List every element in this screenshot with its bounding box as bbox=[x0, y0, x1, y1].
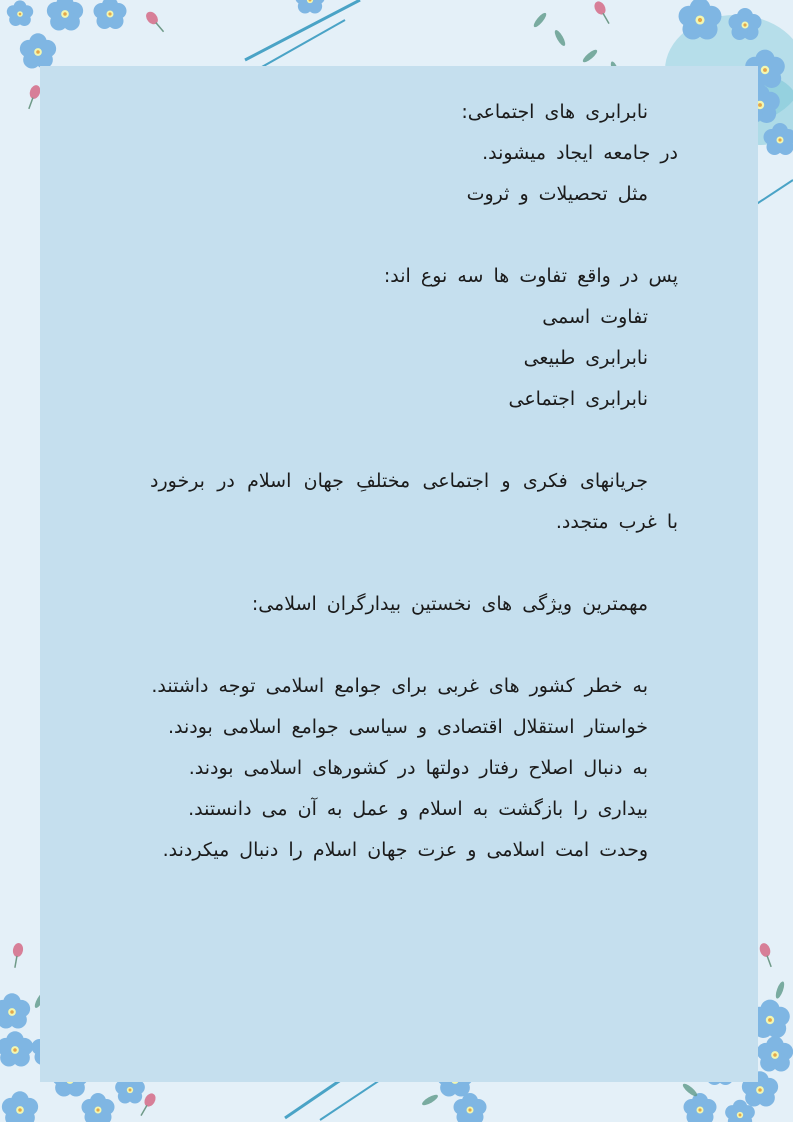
document-body bbox=[150, 92, 678, 871]
text-paragraph: وحدت امت اسلامی و عزت جهان اسلام را دنبال میکردند. bbox=[162, 839, 648, 861]
text-line: مهمترین ویژگی های نخستین بیدارگران اسلامی: bbox=[251, 593, 648, 615]
text-paragraph: به دنبال اصلاح رفتار دولتها در کشورهای اسلامی بودند. bbox=[188, 757, 648, 779]
text-paragraph: بیداری را بازگشت به اسلام و عمل به آن می دانستند. bbox=[188, 798, 648, 820]
text-line: نابرابری طبیعی bbox=[523, 347, 648, 369]
text-line: پس در واقع تفاوت ها سه نوع اند: bbox=[383, 265, 678, 287]
forget-me-not-flower-icon bbox=[47, 0, 83, 31]
pink-bud-icon bbox=[144, 9, 168, 35]
text-line: مثل تحصیلات و ثروت bbox=[466, 183, 648, 205]
text-line: در جامعه ایجاد میشوند. bbox=[482, 142, 678, 164]
text-line: تفاوت اسمی bbox=[542, 306, 648, 328]
text-paragraph: خواستار استقلال اقتصادی و سیاسی جوامع اسلامی بودند. bbox=[167, 716, 648, 738]
text-line: نابرابری های اجتماعی: bbox=[461, 101, 648, 123]
text-paragraph: جریانهای فکری و اجتماعی مختلفِ جهان اسلام در برخورد با غرب متجدد. bbox=[150, 470, 678, 533]
text-paragraph: به خطر کشور های غربی برای جوامع اسلامی توجه داشتند. bbox=[151, 675, 648, 697]
text-line: نابرابری اجتماعی bbox=[508, 388, 648, 410]
